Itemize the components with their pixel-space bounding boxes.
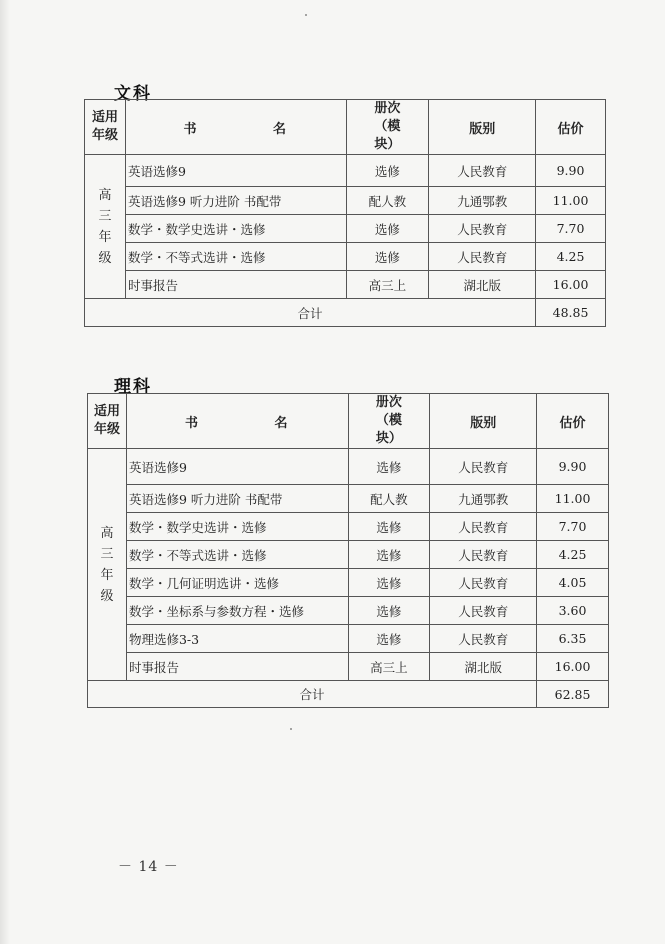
price-cell: 7.70 xyxy=(537,513,609,541)
volume-cell: 选修 xyxy=(348,597,430,625)
price-cell: 11.00 xyxy=(536,187,606,215)
edition-cell: 人民教育 xyxy=(430,569,537,597)
volume-cell: 选修 xyxy=(348,449,430,485)
table-row xyxy=(85,155,606,187)
book-name-cell: 时事报告 xyxy=(126,653,348,681)
volume-cell: 选修 xyxy=(348,513,430,541)
volume-cell: 选修 xyxy=(346,243,429,271)
grade-char: 级 xyxy=(98,250,112,266)
table-row xyxy=(88,569,609,597)
volume-cell: 选修 xyxy=(348,569,430,597)
total-row xyxy=(88,681,609,708)
table-row xyxy=(85,243,606,271)
grade-char: 年 xyxy=(98,229,112,245)
table-row xyxy=(88,597,609,625)
scan-shadow xyxy=(0,0,10,944)
book-name-cell: 数学・不等式选讲・选修 xyxy=(125,243,346,271)
table-header-row xyxy=(85,100,606,155)
total-value: 62.85 xyxy=(537,681,609,708)
volume-cell: 高三上 xyxy=(348,653,430,681)
book-name-cell: 数学・数学史选讲・选修 xyxy=(126,513,348,541)
book-name-cell: 时事报告 xyxy=(125,271,346,299)
edition-cell: 湖北版 xyxy=(429,271,536,299)
volume-cell: 选修 xyxy=(346,155,429,187)
total-row xyxy=(85,299,606,327)
like-book-table xyxy=(87,393,609,708)
edition-cell: 湖北版 xyxy=(430,653,537,681)
price-cell: 4.05 xyxy=(537,569,609,597)
table-row xyxy=(88,485,609,513)
grade-cell xyxy=(88,449,127,681)
table-row xyxy=(88,449,609,485)
volume-cell: 配人教 xyxy=(348,485,430,513)
book-name-cell: 英语选修9 xyxy=(126,449,348,485)
edition-cell: 人民教育 xyxy=(430,449,537,485)
edition-cell: 人民教育 xyxy=(429,243,536,271)
price-cell: 9.90 xyxy=(536,155,606,187)
total-value: 48.85 xyxy=(536,299,606,327)
grade-cell xyxy=(85,155,126,299)
edition-cell: 人民教育 xyxy=(430,541,537,569)
volume-cell: 选修 xyxy=(348,541,430,569)
table-row xyxy=(88,625,609,653)
scan-speck xyxy=(290,728,292,730)
book-name-cell: 英语选修9 听力进阶 书配带 xyxy=(125,187,346,215)
edition-cell: 人民教育 xyxy=(430,597,537,625)
grade-char: 三 xyxy=(98,208,112,224)
price-cell: 16.00 xyxy=(536,271,606,299)
book-name-cell: 英语选修9 听力进阶 书配带 xyxy=(126,485,348,513)
table-row xyxy=(88,541,609,569)
volume-cell: 配人教 xyxy=(346,187,429,215)
table-row xyxy=(85,215,606,243)
header-price: 估价 xyxy=(537,394,609,449)
book-name-cell: 物理选修3-3 xyxy=(126,625,348,653)
header-grade: 适用年级 xyxy=(88,394,127,449)
table-row xyxy=(88,513,609,541)
header-volume: 册次（模块） xyxy=(348,394,430,449)
header-price: 估价 xyxy=(536,100,606,155)
table-row xyxy=(85,187,606,215)
total-label: 合计 xyxy=(85,299,536,327)
edition-cell: 人民教育 xyxy=(430,625,537,653)
book-name-cell: 数学・不等式选讲・选修 xyxy=(126,541,348,569)
section-title-like: 理科 xyxy=(114,377,152,397)
header-edition: 版别 xyxy=(430,394,537,449)
edition-cell: 人民教育 xyxy=(429,155,536,187)
page-number: － 14 － xyxy=(118,859,179,875)
price-cell: 6.35 xyxy=(537,625,609,653)
price-cell: 7.70 xyxy=(536,215,606,243)
price-cell: 16.00 xyxy=(537,653,609,681)
header-volume: 册次（模块） xyxy=(346,100,429,155)
price-cell: 11.00 xyxy=(537,485,609,513)
header-edition: 版别 xyxy=(429,100,536,155)
scan-speck xyxy=(305,14,307,16)
price-cell: 3.60 xyxy=(537,597,609,625)
book-name-cell: 数学・几何证明选讲・选修 xyxy=(126,569,348,597)
book-name-cell: 英语选修9 xyxy=(125,155,346,187)
table-row xyxy=(88,653,609,681)
grade-char: 高 xyxy=(98,187,112,203)
wenke-book-table xyxy=(84,99,606,327)
price-cell: 9.90 xyxy=(537,449,609,485)
edition-cell: 人民教育 xyxy=(429,215,536,243)
header-book-name: 书 名 xyxy=(125,100,346,155)
header-book-name: 书 名 xyxy=(126,394,348,449)
grade-char: 级 xyxy=(100,588,114,604)
grade-char: 三 xyxy=(100,546,114,562)
edition-cell: 九通鄂教 xyxy=(429,187,536,215)
table-header-row xyxy=(88,394,609,449)
volume-cell: 选修 xyxy=(346,215,429,243)
edition-cell: 九通鄂教 xyxy=(430,485,537,513)
grade-char: 高 xyxy=(100,525,114,541)
section-title-wenke: 文科 xyxy=(114,84,152,104)
book-name-cell: 数学・坐标系与参数方程・选修 xyxy=(126,597,348,625)
header-grade: 适用年级 xyxy=(85,100,126,155)
book-name-cell: 数学・数学史选讲・选修 xyxy=(125,215,346,243)
volume-cell: 选修 xyxy=(348,625,430,653)
price-cell: 4.25 xyxy=(536,243,606,271)
table-row xyxy=(85,271,606,299)
price-cell: 4.25 xyxy=(537,541,609,569)
grade-char: 年 xyxy=(100,567,114,583)
total-label: 合计 xyxy=(88,681,537,708)
volume-cell: 高三上 xyxy=(346,271,429,299)
edition-cell: 人民教育 xyxy=(430,513,537,541)
